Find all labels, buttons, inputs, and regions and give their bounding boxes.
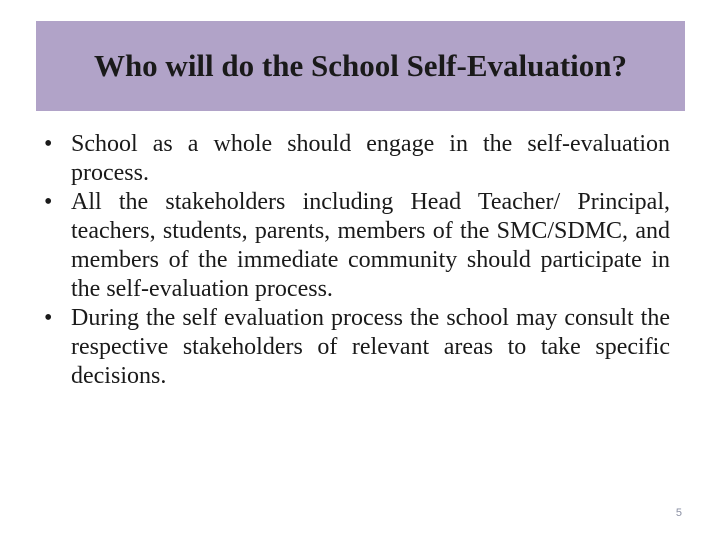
bullet-icon: • xyxy=(44,189,53,215)
bullet-item xyxy=(40,304,670,391)
bullet-text: School as a whole should engage in the self-evaluation process. xyxy=(71,131,670,186)
bullet-item xyxy=(40,130,670,188)
slide-title: Who will do the School Self-Evaluation? xyxy=(93,48,628,83)
bullet-text: All the stakeholders including Head Teacher/ Principal, teachers, students, parents, members of the SMC/SDMC, and members of the immediate community should participate in the self-evaluation process. xyxy=(71,189,670,302)
bullet-item xyxy=(40,188,670,304)
title-band xyxy=(36,21,685,111)
page-number: 5 xyxy=(675,507,682,519)
bullet-icon: • xyxy=(44,131,53,157)
bullet-list xyxy=(40,130,670,391)
bullet-text: During the self evaluation process the school may consult the respective stakeholders of relevant areas to take specific decisions. xyxy=(71,305,670,389)
bullet-icon: • xyxy=(44,305,53,331)
